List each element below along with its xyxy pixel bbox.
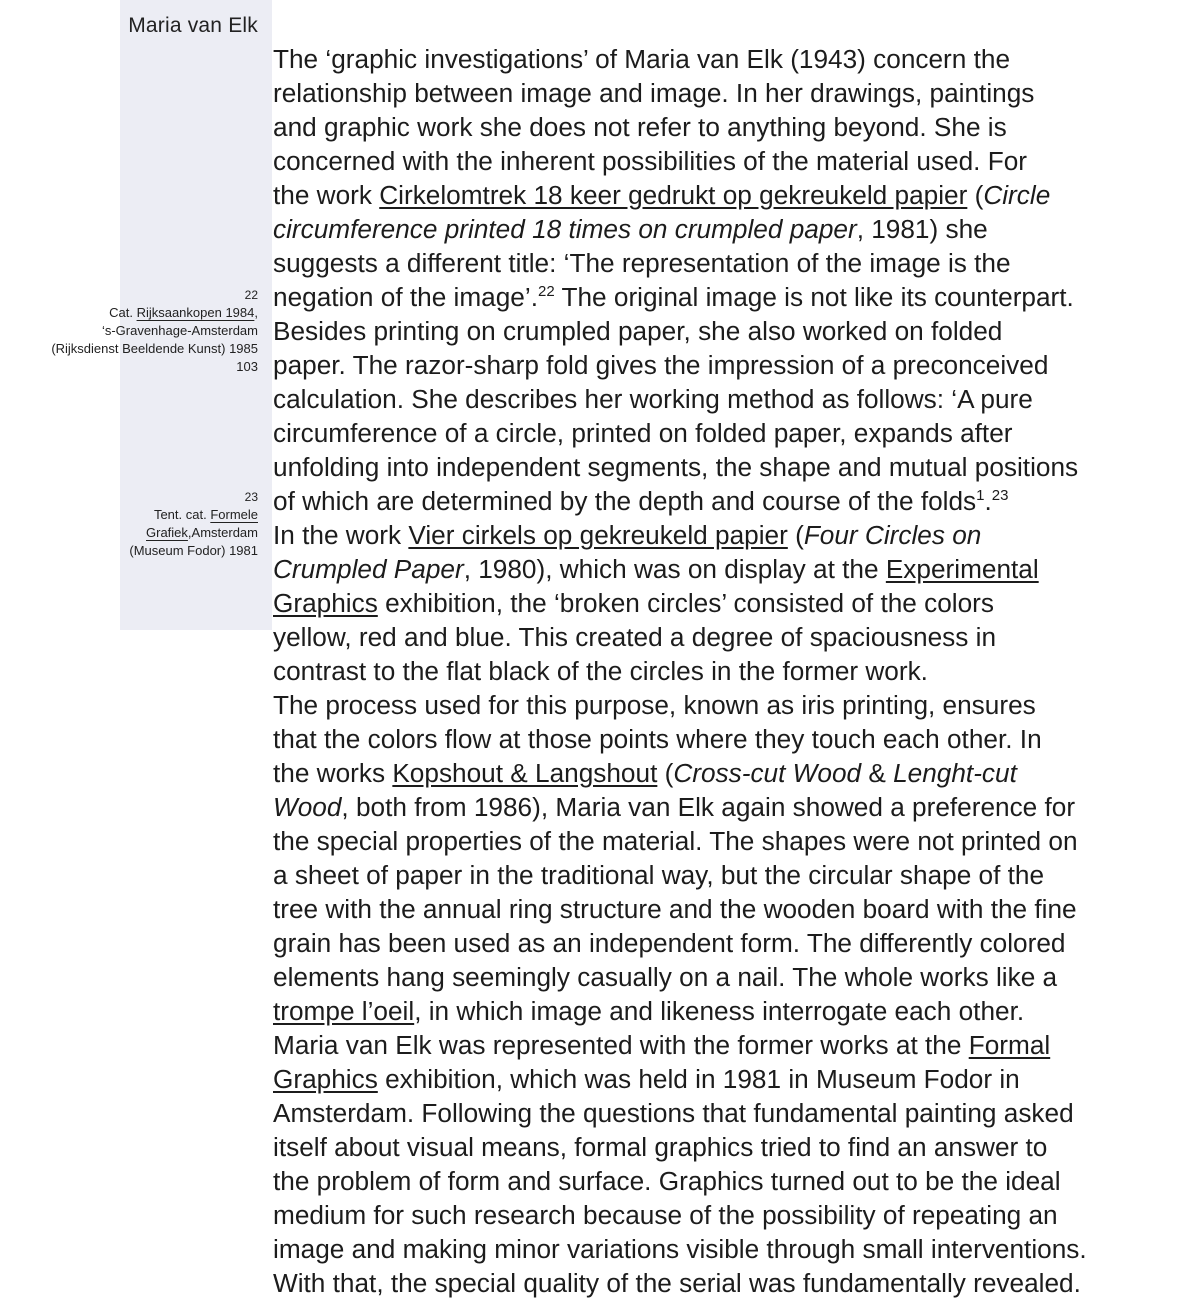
exhibition-link[interactable]: Graphics [273, 1064, 378, 1094]
footnote-link[interactable]: Rijksaankopen 1984 [136, 305, 255, 320]
footnote-23 [0, 488, 258, 560]
text-line: yellow, red and blue. This created a degree of spaciousness in [273, 622, 997, 652]
text-line: Besides printing on crumpled paper, she also worked on folded [273, 316, 1003, 346]
text-line: The process used for this purpose, known as iris printing, ensures [273, 690, 1036, 720]
text-line: circumference printed 18 times on crumpled paper, 1981) she [273, 214, 988, 244]
footnote-text: Grafiek,Amsterdam [146, 525, 258, 540]
footnote-ref[interactable]: 22 [537, 283, 555, 300]
exhibition-link[interactable]: Experimental [885, 554, 1039, 584]
footnote-number: 23 [244, 490, 258, 504]
text-line: Graphics exhibition, which was held in 1981 in Museum Fodor in [273, 1064, 1020, 1094]
text-line: Wood, both from 1986), Maria van Elk again showed a preference for [273, 792, 1076, 822]
footnote-22 [0, 286, 258, 376]
work-title-link[interactable]: Cirkelomtrek 18 keer gedrukt op gekreukeld papier [379, 180, 968, 210]
text-line: that the colors flow at those points where they touch each other. In [273, 724, 1042, 754]
footnote-number: 22 [244, 288, 258, 302]
footnote-link[interactable]: Formele [210, 507, 258, 522]
text-line: a sheet of paper in the traditional way, but the circular shape of the [273, 860, 1045, 890]
text-line: negation of the image’.$^{22}$ The original image is not like its counterpart. [273, 282, 1074, 312]
exhibition-link[interactable]: Graphics [273, 588, 378, 618]
text-line: tree with the annual ring structure and the wooden board with the fine [273, 894, 1077, 924]
text-line: and graphic work she does not refer to anything beyond. She is [273, 112, 1007, 142]
text-line: of which are determined by the depth and course of the folds$^1$.$^{23}$ [273, 486, 1009, 516]
text-line: the special properties of the material. The shapes were not printed on [273, 826, 1078, 856]
footnote-ref[interactable]: 1 [976, 487, 985, 504]
text-line: suggests a different title: ‘The representation of the image is the [273, 248, 1011, 278]
text-line: calculation. She describes her working method as follows: ‘A pure [273, 384, 1033, 414]
text-line: With that, the special quality of the serial was fundamentally revealed. [273, 1268, 1081, 1298]
text-line: itself about visual means, formal graphics tried to find an answer to [273, 1132, 1048, 1162]
text-line: Maria van Elk was represented with the former works at the Formal [273, 1030, 1051, 1060]
text-line: circumference of a circle, printed on folded paper, expands after [273, 418, 1013, 448]
work-title-link[interactable]: Kopshout & Langshout [392, 758, 658, 788]
author-name: Maria van Elk [128, 14, 258, 37]
text-line: In the work Vier cirkels op gekreukeld papier (Four Circles on [273, 520, 982, 550]
text-line: Amsterdam. Following the questions that fundamental painting asked [273, 1098, 1074, 1128]
body-text [273, 42, 1200, 1300]
work-title-link[interactable]: Vier cirkels op gekreukeld papier [408, 520, 788, 550]
text-line: elements hang seemingly casually on a nail. The whole works like a [273, 962, 1058, 992]
footnote-text: Cat. Rijksaankopen 1984, [109, 305, 258, 320]
footnote-text: 103 [236, 359, 258, 374]
text-line: Graphics exhibition, the ‘broken circles’ consisted of the colors [273, 588, 994, 618]
text-line: trompe l’oeil, in which image and likeness interrogate each other. [273, 996, 1025, 1026]
text-line: relationship between image and image. In her drawings, paintings [273, 78, 1035, 108]
footnote-text: (Rijksdienst Beeldende Kunst) 1985 [51, 341, 258, 356]
text-line: paper. The razor-sharp fold gives the impression of a preconceived [273, 350, 1049, 380]
text-line: The ‘graphic investigations’ of Maria van Elk (1943) concern the [273, 44, 1011, 74]
text-line: contrast to the flat black of the circles in the former work. [273, 656, 928, 686]
text-line: medium for such research because of the possibility of repeating an [273, 1200, 1058, 1230]
footnote-ref[interactable]: 23 [991, 487, 1009, 504]
term-link[interactable]: trompe l’oeil [273, 996, 415, 1026]
footnote-text: (Museum Fodor) 1981 [129, 543, 258, 558]
text-line: Crumpled Paper, 1980), which was on display at the Experimental [273, 554, 1039, 584]
footnote-text: ‘s-Gravenhage-Amsterdam [101, 323, 258, 338]
text-line: the problem of form and surface. Graphics turned out to be the ideal [273, 1166, 1061, 1196]
text-line: unfolding into independent segments, the shape and mutual positions [273, 452, 1079, 482]
exhibition-link[interactable]: Formal [968, 1030, 1051, 1060]
text-line: grain has been used as an independent form. The differently colored [273, 928, 1066, 958]
footnote-text: Tent. cat. Formele [153, 507, 258, 522]
footnote-link[interactable]: Grafiek [146, 525, 188, 540]
text-line: the works Kopshout & Langshout (Cross-cut Wood & Lenght-cut [273, 758, 1017, 788]
text-line: image and making minor variations visible through small interventions. [273, 1234, 1087, 1264]
text-line: the work Cirkelomtrek 18 keer gedrukt op gekreukeld papier (Circle [273, 180, 1051, 210]
text-line: concerned with the inherent possibilities of the material used. For [273, 146, 1028, 176]
